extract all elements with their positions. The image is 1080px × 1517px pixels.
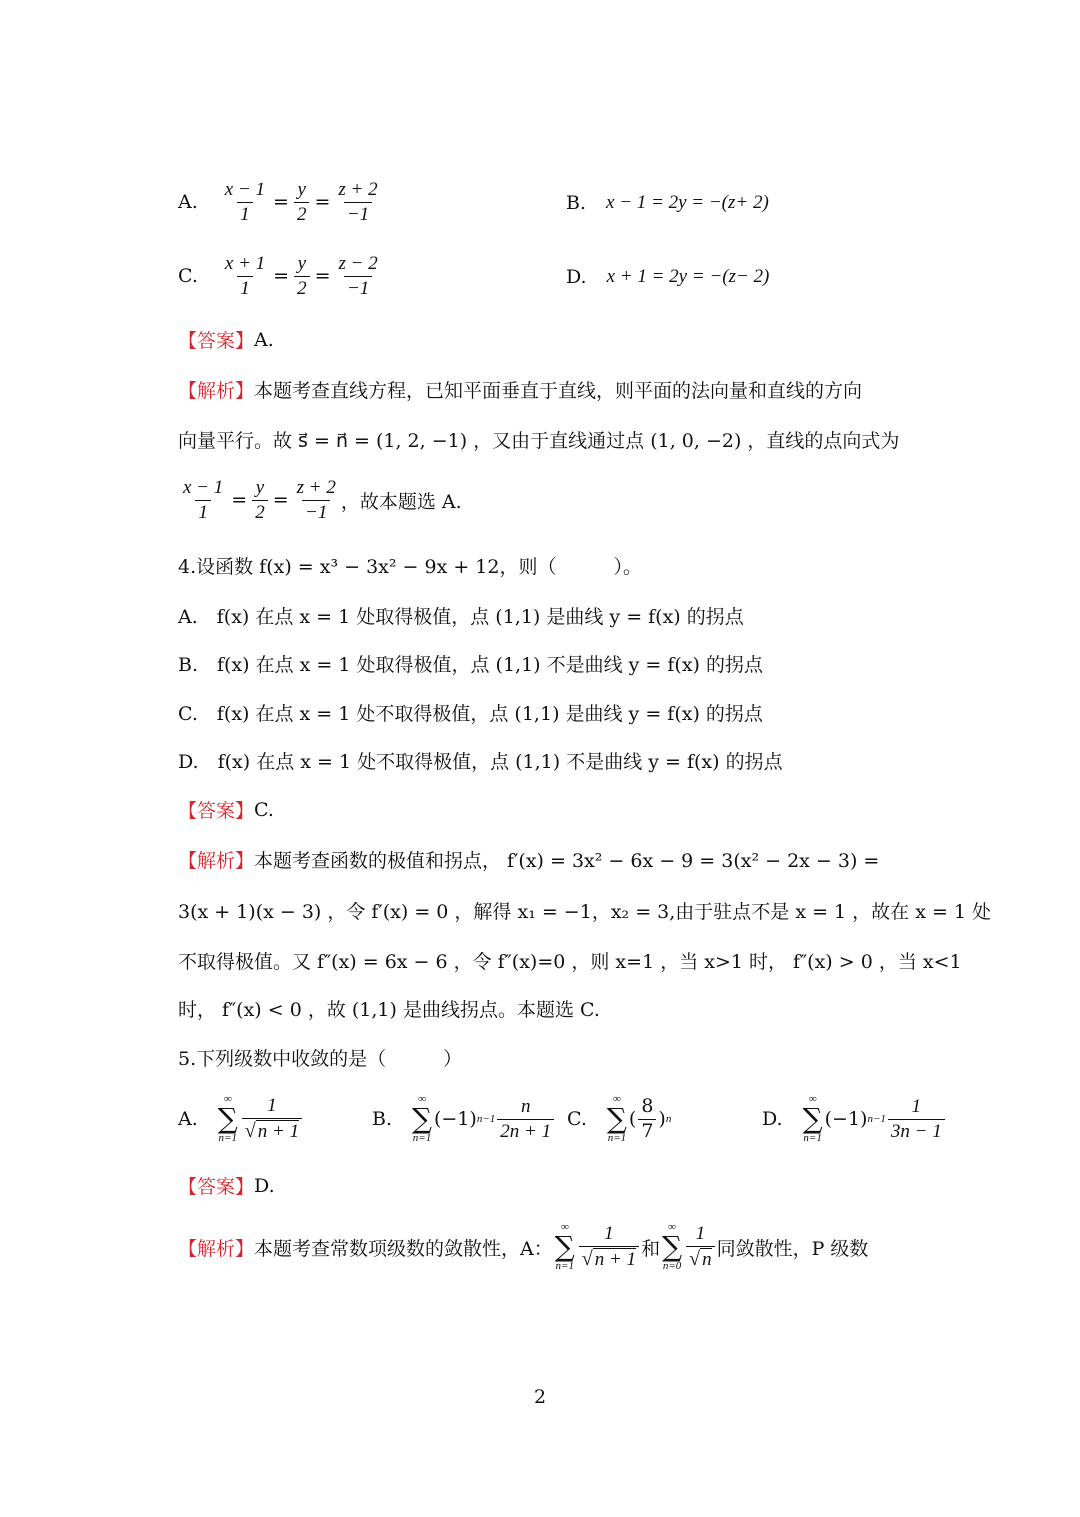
summation: ∞ ∑ n=1 xyxy=(802,1093,823,1144)
fraction: n 2n + 1 xyxy=(497,1095,554,1144)
answer-tag: 【答案】 xyxy=(178,800,255,822)
fraction: 1 3n − 1 xyxy=(888,1095,945,1144)
q4-analysis-line4: 时， f″(x) < 0 ，故 (1,1) 是曲线拐点。本题选 C. xyxy=(178,999,600,1021)
q4-answer: 【答案】 C. xyxy=(178,796,274,823)
q4-analysis-line3: 不取得极值。又 f″(x) = 6x − 6 ，令 f″(x)=0 ，则 x=1 ，当 x>1 时， f″(x) > 0 ，当 x<1 xyxy=(178,951,962,973)
q3-option-b: B. x − 1 = 2y = −(z+ 2) xyxy=(566,192,769,214)
q5-option-a: A. ∞ ∑ n=1 1 √ n + 1 xyxy=(178,1094,304,1144)
fraction: $\frac{y}{2}$ xyxy=(294,178,310,227)
q4-option-a: A. f(x) 在点 x = 1 处取得极值，点 (1,1) 是曲线 y = f(x) 的拐点 xyxy=(178,606,744,628)
q5-analysis-line1: 【解析】 本题考查常数项级数的敛散性，A： ∞ ∑ n=1 1 √ n + 1 和 ∞ ∑ n=0 1 √ n 同敛散性，P 级数 xyxy=(178,1221,869,1272)
summation: ∞ ∑ n=0 xyxy=(662,1221,683,1272)
q5-option-d: D. ∞ ∑ n=1 (−1) n−1 1 3n − 1 xyxy=(762,1094,947,1144)
q5-stem: 5.下列级数中收敛的是（ ） xyxy=(178,1048,463,1070)
q4-analysis-line2: 3(x + 1)(x − 3) ，令 f′(x) = 0 ，解得 x₁ = −1，x₂ = 3,由于驻点不是 x = 1 ，故在 x = 1 处 xyxy=(178,901,992,923)
fraction: 8 7 xyxy=(638,1095,656,1144)
fraction: $\frac{x + 1}{1}$ xyxy=(224,253,266,299)
analysis-tag: 【解析】 xyxy=(178,380,255,402)
fraction: 1 √ n xyxy=(686,1222,714,1272)
fraction: $\frac{y}{2}$ xyxy=(252,476,268,525)
answer-tag: 【答案】 xyxy=(178,330,255,352)
fraction: $\frac{x - 1}{1}$ xyxy=(183,477,224,523)
q3-answer: 【答案】 A. xyxy=(178,326,274,353)
fraction: $\frac{x - 1}{1}$ xyxy=(224,179,266,225)
q5-answer: 【答案】 D. xyxy=(178,1172,275,1199)
q3-analysis-line1: 【解析】 本题考查直线方程，已知平面垂直于直线，则平面的法向量和直线的方向 xyxy=(178,376,862,403)
q5-option-c: C. ∞ ∑ n=1 ( 8 7 ) n xyxy=(567,1093,672,1144)
fraction: 1 √ n + 1 xyxy=(242,1094,302,1144)
q3-analysis-line3: $\frac{x - 1}{1}$ = $\frac{y}{2}$ = $\frac{z + 2}{-1}$ ，故本题选 A. xyxy=(178,476,462,525)
q3-option-c: C. $\frac{x + 1}{1}$ = $\frac{y}{2}$ = $\frac{z - 2}{-1}$ xyxy=(178,252,383,301)
fraction: $\frac{z + 2}{-1}$ xyxy=(296,477,336,523)
page-number: 2 xyxy=(533,1386,547,1408)
q4-option-b: B. f(x) 在点 x = 1 处取得极值，点 (1,1) 不是曲线 y = f(x) 的拐点 xyxy=(178,654,764,676)
q4-option-d: D. f(x) 在点 x = 1 处不取得极值，点 (1,1) 不是曲线 y = f(x) 的拐点 xyxy=(178,751,783,773)
q3-option-a: A. $\frac{x - 1}{1}$ = $\frac{y}{2}$ = $\frac{z + 2}{-1}$ xyxy=(178,178,383,227)
summation: ∞ ∑ n=1 xyxy=(412,1093,433,1144)
summation: ∞ ∑ n=1 xyxy=(606,1093,627,1144)
analysis-tag: 【解析】 xyxy=(178,1237,255,1260)
fraction: 1 √ n + 1 xyxy=(579,1222,639,1272)
fraction: $\frac{z + 2}{-1}$ xyxy=(338,179,378,225)
q3-option-d: D. x + 1 = 2y = −(z− 2) xyxy=(566,266,770,288)
fraction: $\frac{z - 2}{-1}$ xyxy=(338,253,378,299)
q4-analysis-line1: 【解析】 本题考查函数的极值和拐点， f′(x) = 3x² − 6x − 9 = 3(x² − 2x − 3) = xyxy=(178,846,879,873)
summation: ∞ ∑ n=1 xyxy=(554,1221,575,1272)
q3-analysis-line2: 向量平行。故 s⃗ = n⃗ = (1, 2, −1) ，又由于直线通过点 (1, 0, −2) ，直线的点向式为 xyxy=(178,430,900,452)
summation: ∞ ∑ n=1 xyxy=(217,1093,238,1144)
q5-option-b: B. ∞ ∑ n=1 (−1) n−1 n 2n + 1 xyxy=(372,1094,556,1144)
answer-tag: 【答案】 xyxy=(178,1176,255,1198)
q4-option-c: C. f(x) 在点 x = 1 处不取得极值，点 (1,1) 是曲线 y = f(x) 的拐点 xyxy=(178,703,763,725)
fraction: $\frac{y}{2}$ xyxy=(294,252,310,301)
q4-stem: 4.设函数 f(x) = x³ − 3x² − 9x + 12，则（ ）。 xyxy=(178,556,642,578)
analysis-tag: 【解析】 xyxy=(178,850,255,872)
